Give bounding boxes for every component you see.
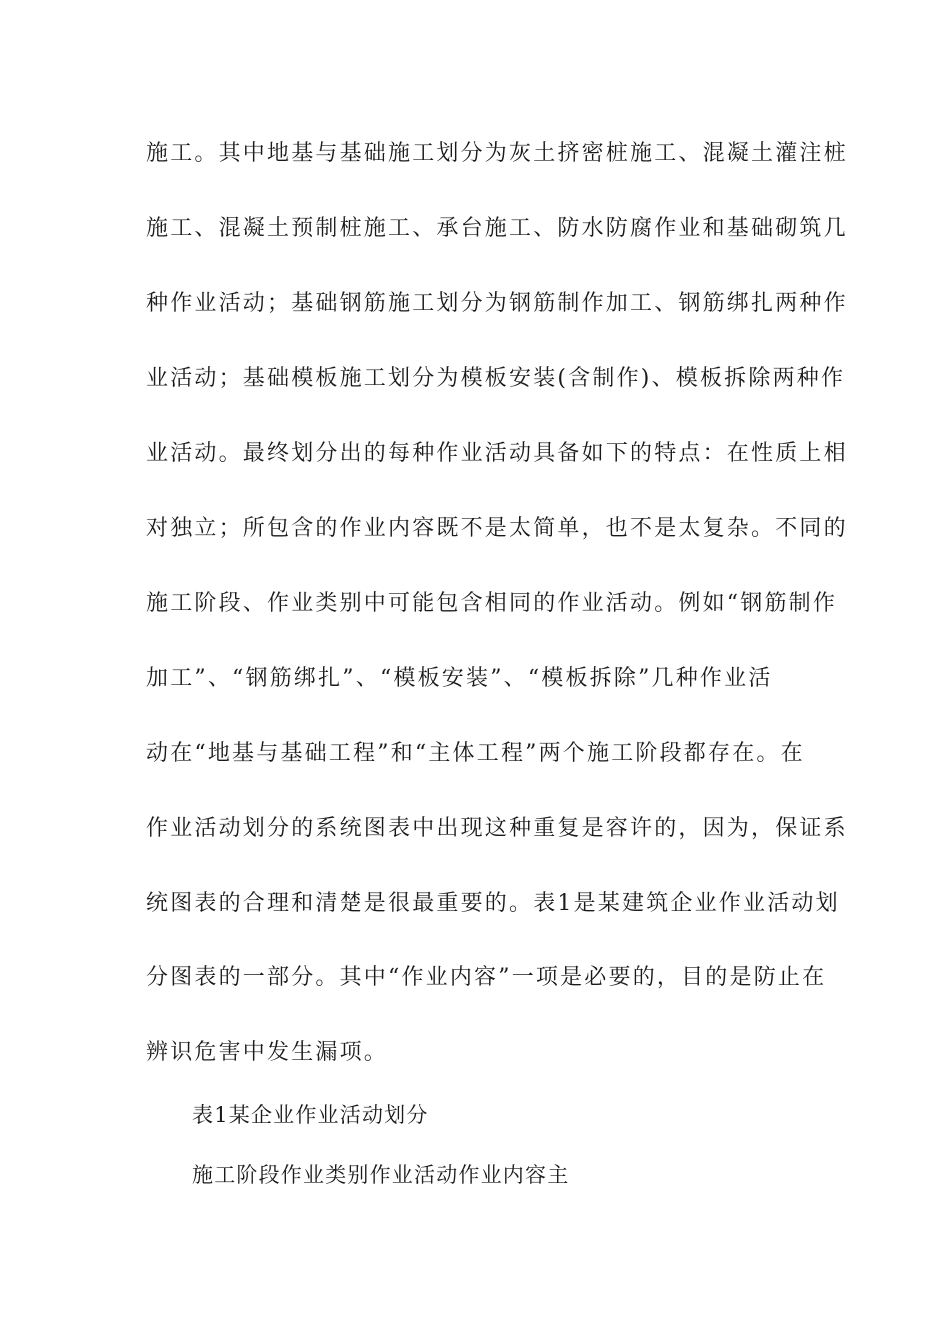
body-line-4: 业活动；基础模板施工划分为模板安装(含制作)、模板拆除两种作 [146,366,846,391]
body-line-9: 动在“地基与基础工程”和“主体工程”两个施工阶段都存在。在 [146,741,805,766]
body-line-5: 业活动。最终划分出的每种作业活动具备如下的特点：在性质上相 [146,441,848,466]
body-line-12: 分图表的一部分。其中“作业内容”一项是必要的，目的是防止在 [146,965,827,990]
body-line-2: 施工、混凝土预制桩施工、承台施工、防水防腐作业和基础砌筑几 [146,216,848,241]
body-line-1: 施工。其中地基与基础施工划分为灰土挤密桩施工、混凝土灌注桩 [146,141,848,166]
body-line-10: 作业活动划分的系统图表中出现这种重复是容许的，因为，保证系 [146,816,848,841]
body-line-3: 种作业活动；基础钢筋施工划分为钢筋制作加工、钢筋绑扎两种作 [146,291,848,316]
body-line-6: 对独立；所包含的作业内容既不是太简单，也不是太复杂。不同的 [146,516,848,541]
body-line-8: 加工”、“钢筋绑扎”、“模板安装”、“模板拆除”几种作业活 [146,666,773,691]
table-caption: 表1某企业作业活动划分 [192,1103,429,1127]
table-header-line: 施工阶段作业类别作业活动作业内容主 [192,1163,570,1187]
body-line-7: 施工阶段、作业类别中可能包含相同的作业活动。例如“钢筋制作 [146,591,838,616]
body-line-11: 统图表的合理和清楚是很最重要的。表1是某建筑企业作业活动划 [146,891,840,916]
body-line-13: 辨识危害中发生漏项。 [146,1040,389,1065]
